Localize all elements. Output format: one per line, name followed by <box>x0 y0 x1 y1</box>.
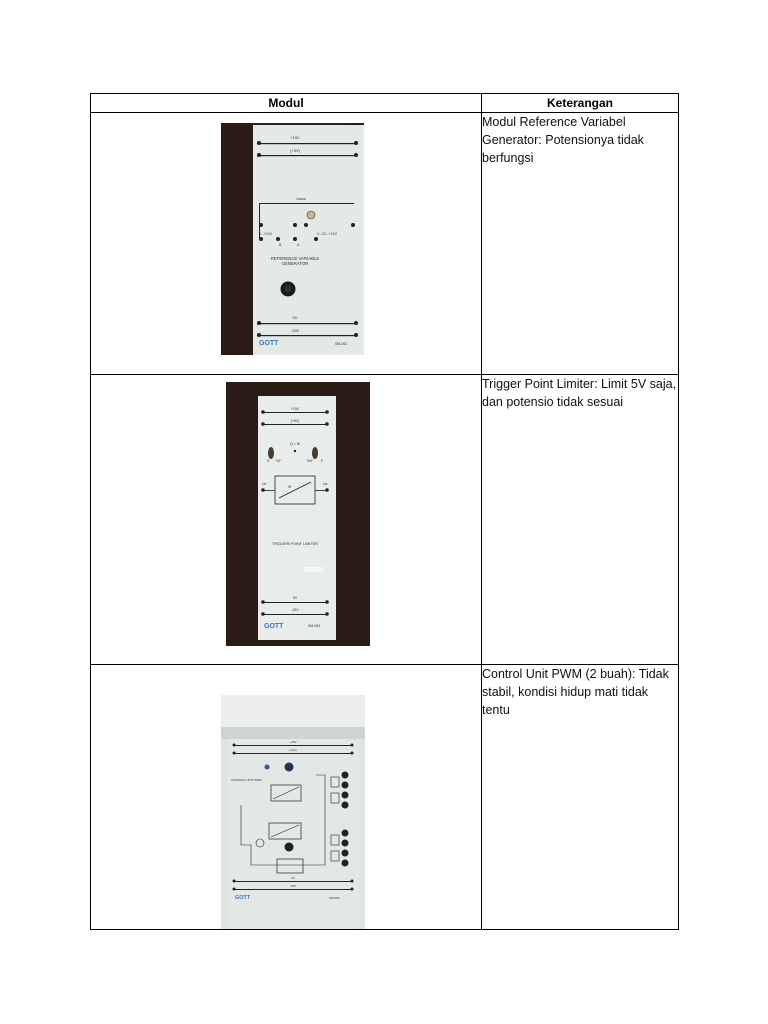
svg-text:REFERENCE VARIABLE: REFERENCE VARIABLE <box>270 256 320 261</box>
svg-text:GENERATOR: GENERATOR <box>281 261 309 266</box>
svg-text:(+5V): (+5V) <box>290 148 300 153</box>
table-row <box>91 665 679 930</box>
description-cell: Control Unit PWM (2 buah): Tidak stabil, kondisi hidup mati tidak tentu <box>482 665 679 930</box>
trigger-point-limiter-photo <box>226 382 370 646</box>
svg-text:B: B <box>279 243 282 247</box>
header-modul: Modul <box>91 94 482 113</box>
reference-generator-photo <box>221 123 364 355</box>
svg-text:0...+10V: 0...+10V <box>259 232 273 236</box>
svg-text:(+5V): (+5V) <box>290 419 300 423</box>
svg-text:GOTT: GOTT <box>235 895 251 901</box>
svg-text:-15V: -15V <box>291 608 299 612</box>
module-image-cell <box>91 113 482 375</box>
svg-text:-15V: -15V <box>290 328 300 333</box>
control-unit-pwm-photo <box>221 695 365 929</box>
svg-text:+15V: +15V <box>290 407 300 411</box>
svg-text:F: F <box>321 459 324 463</box>
svg-text:Uaus: Uaus <box>296 196 306 201</box>
description-cell: Modul Reference Variabel Generator: Potensionya tidak berfungsi <box>482 113 679 375</box>
svg-text:+15V: +15V <box>290 135 300 140</box>
table-header-row <box>91 94 679 113</box>
svg-text:W: W <box>288 485 292 489</box>
svg-text:"W1": "W1" <box>306 459 314 463</box>
svg-text:A: A <box>297 243 300 247</box>
svg-text:Ue: Ue <box>262 482 267 486</box>
svg-text:CONTROL UNIT PWM: CONTROL UNIT PWM <box>231 778 262 782</box>
svg-text:0...10...+10V: 0...10...+10V <box>317 232 337 236</box>
description-cell: Trigger Point Limiter: Limit 5V saja, dan potensio tidak sesuai <box>482 375 679 665</box>
svg-text:GOTT: GOTT <box>259 340 279 347</box>
svg-text:SM-064: SM-064 <box>308 624 321 628</box>
svg-text:Q = W: Q = W <box>289 442 301 446</box>
svg-text:-15V: -15V <box>289 884 297 888</box>
module-image-cell <box>91 665 482 930</box>
svg-text:(+5V): (+5V) <box>289 748 297 752</box>
module-image-cell <box>91 375 482 665</box>
svg-text:GOTT: GOTT <box>264 623 284 630</box>
svg-text:SM-061: SM-061 <box>335 342 348 346</box>
svg-text:0V: 0V <box>292 596 298 600</box>
svg-text:E: E <box>267 459 270 463</box>
table-row <box>91 375 679 665</box>
svg-text:+15V: +15V <box>289 740 297 744</box>
svg-text:0V: 0V <box>291 876 295 880</box>
module-table <box>90 93 679 930</box>
header-keterangan: Keterangan <box>482 94 679 113</box>
svg-text:SM-083: SM-083 <box>329 896 340 900</box>
table-row <box>91 113 679 375</box>
svg-text:Ua: Ua <box>323 482 328 486</box>
svg-text:0V: 0V <box>292 315 298 320</box>
svg-text:TRIGGER POINT LIMITER: TRIGGER POINT LIMITER <box>272 542 318 546</box>
svg-text:"10": "10" <box>275 459 282 463</box>
